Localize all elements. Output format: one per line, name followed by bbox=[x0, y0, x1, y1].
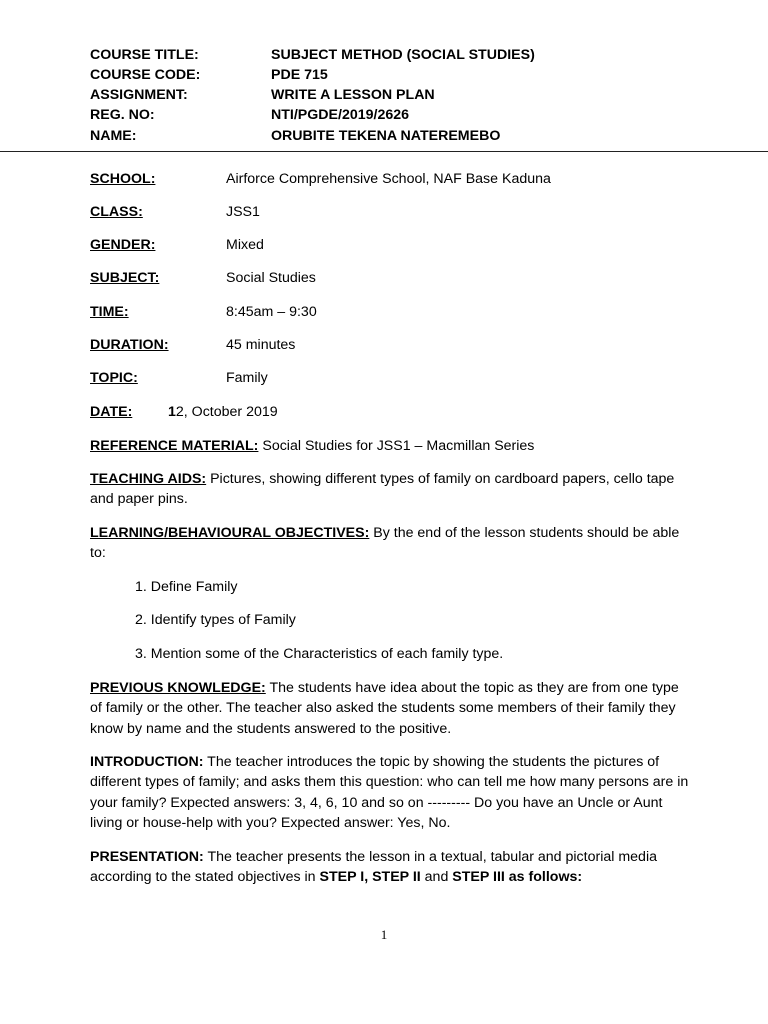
header-name bbox=[90, 126, 500, 146]
field-value: Social Studies bbox=[226, 270, 316, 286]
header-label: COURSE TITLE: bbox=[90, 47, 199, 63]
header-assignment bbox=[90, 85, 435, 105]
page-number: 1 bbox=[380, 927, 388, 942]
objective-item: 3. Mention some of the Characteristics of each family type. bbox=[135, 646, 504, 662]
teaching-aids bbox=[90, 469, 690, 510]
previous-knowledge-label: PREVIOUS KNOWLEDGE: bbox=[90, 680, 266, 696]
teaching-aids-text: Pictures, showing different types of family on cardboard papers, cello tape and paper pins. bbox=[90, 471, 675, 508]
header-value: ORUBITE TEKENA NATEREMEBO bbox=[271, 128, 501, 144]
field-label: TOPIC: bbox=[90, 370, 138, 386]
field-label: SCHOOL: bbox=[90, 171, 156, 187]
field-topic bbox=[90, 368, 268, 388]
objectives-text: By the end of the lesson students should be able to: bbox=[90, 525, 680, 562]
field-value: Family bbox=[226, 370, 268, 386]
field-value: 2, October 2019 bbox=[175, 404, 278, 420]
field-value: Mixed bbox=[226, 237, 264, 253]
field-label: CLASS: bbox=[90, 204, 143, 220]
field-label: SUBJECT: bbox=[90, 270, 160, 286]
field-value: 45 minutes bbox=[226, 337, 296, 353]
header-divider bbox=[0, 151, 768, 152]
header-label: ASSIGNMENT: bbox=[90, 87, 188, 103]
objectives bbox=[90, 523, 690, 564]
field-subject bbox=[90, 268, 316, 288]
presentation-text: The teacher presents the lesson in a textual, tabular and pictorial media according to the stated objectives in bbox=[90, 849, 657, 886]
presentation-and: and bbox=[420, 869, 453, 886]
field-value-bold: 1 bbox=[168, 404, 176, 420]
introduction-label: INTRODUCTION: bbox=[90, 754, 204, 770]
field-label: GENDER: bbox=[90, 237, 156, 253]
previous-knowledge bbox=[90, 678, 690, 739]
field-value: JSS1 bbox=[226, 204, 260, 220]
field-gender bbox=[90, 235, 264, 255]
field-value: 8:45am – 9:30 bbox=[226, 304, 317, 320]
presentation-label: PRESENTATION: bbox=[90, 849, 204, 865]
objective-item: 2. Identify types of Family bbox=[135, 612, 296, 628]
field-value: Airforce Comprehensive School, NAF Base Kaduna bbox=[226, 171, 551, 187]
previous-knowledge-text: The students have idea about the topic as they are from one type of family or the other. The teacher also asked the students some members of their family they know by name and the students answered to the positive. bbox=[90, 680, 679, 737]
field-label: TIME: bbox=[90, 304, 129, 320]
header-label: NAME: bbox=[90, 128, 137, 144]
field-label: DURATION: bbox=[90, 337, 169, 353]
header-reg-no bbox=[90, 105, 409, 125]
header-course-code bbox=[90, 65, 328, 85]
header-label: REG. NO: bbox=[90, 107, 155, 123]
field-duration bbox=[90, 335, 295, 355]
presentation-step3: STEP III as follows: bbox=[452, 869, 583, 886]
field-school bbox=[90, 169, 551, 189]
header-value: PDE 715 bbox=[271, 67, 328, 83]
presentation-step1: STEP I, STEP II bbox=[319, 869, 421, 886]
teaching-aids-label: TEACHING AIDS: bbox=[90, 471, 207, 487]
header-label: COURSE CODE: bbox=[90, 67, 201, 83]
objectives-label: LEARNING/BEHAVIOURAL OBJECTIVES: bbox=[90, 525, 370, 541]
reference-text: Social Studies for JSS1 – Macmillan Series bbox=[258, 438, 535, 454]
introduction-text: The teacher introduces the topic by showing the students the pictures of different types of family; and asks them this question: who can tell me how many persons are in your family? Expected answers: 3, 4, 6, 10 and so on --------- Do you have an Uncle or Aunt living or house-help with you? Expected answer: Yes, No. bbox=[90, 754, 689, 831]
field-class bbox=[90, 202, 260, 222]
objective-item: 1. Define Family bbox=[135, 579, 238, 595]
header-course-title bbox=[90, 45, 535, 65]
header-value: WRITE A LESSON PLAN bbox=[271, 87, 435, 103]
introduction bbox=[90, 752, 690, 833]
field-time bbox=[90, 302, 317, 322]
reference-material bbox=[90, 436, 690, 456]
field-label: DATE: bbox=[90, 404, 133, 420]
header-value: SUBJECT METHOD (SOCIAL STUDIES) bbox=[271, 47, 535, 63]
presentation bbox=[90, 847, 690, 888]
header-value: NTI/PGDE/2019/2626 bbox=[271, 107, 410, 123]
reference-label: REFERENCE MATERIAL: bbox=[90, 438, 259, 454]
field-date bbox=[90, 402, 278, 422]
